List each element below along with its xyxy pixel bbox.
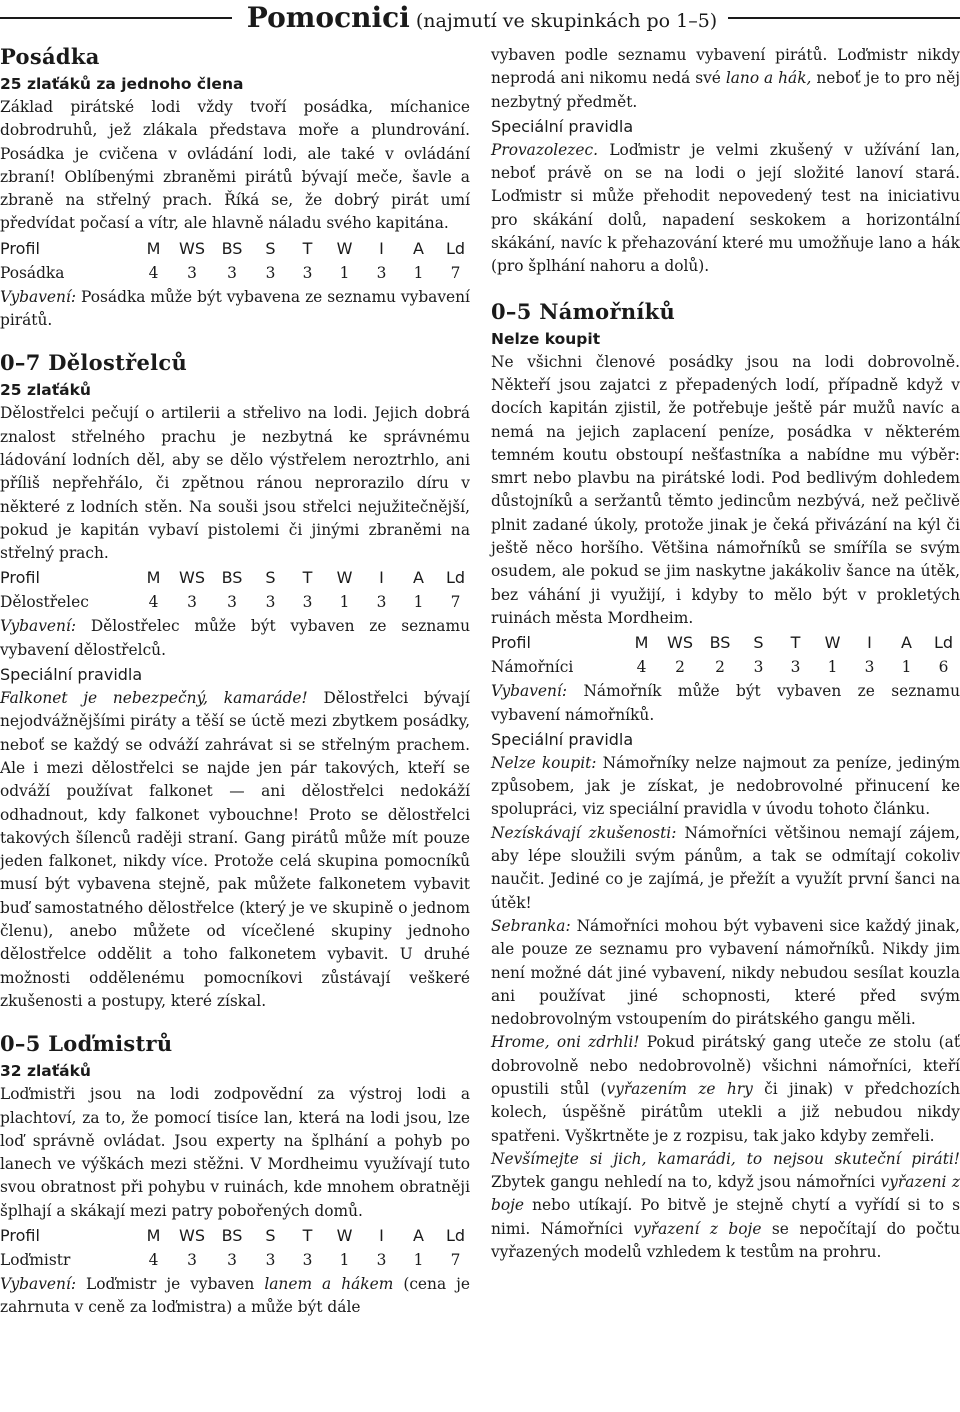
lodmistri-equipment-part1: Vybavení: Loďmistr je vybaven lanem a hákem (cena je zahrnuta v ceně za loďmistra) a může být dále — [0, 1274, 470, 1317]
profile-header-row: Profil M WS BS S T W I A Ld — [491, 633, 954, 653]
delostrelci-special-rules-heading: Speciální pravidla — [0, 665, 143, 685]
posadka-cost: 25 zlaťáků za jednoho člena — [0, 75, 244, 93]
lodmistri-equipment-part2: vybaven podle seznamu vybavení pirátů. Loďmistr nikdy neprodá ani nikomu nedá své lano a hák, neboť je to pro něj nezbytný předmět. — [491, 46, 960, 111]
lodmistri-special-rules-heading: Speciální pravidla — [491, 116, 634, 136]
lodmistri-equipment-tail: vybaven podle seznamu vybavení pirátů. Loďmistr nikdy neprodá ani nikomu nedá své — [491, 46, 960, 88]
page-title: Pomocnici (najmutí ve skupinkách po 1–5) — [246, 1, 718, 34]
namornici-special-rules-heading: Speciální pravidla — [491, 729, 634, 749]
lodmistri-stats-row: Loďmistr 4 3 3 3 3 1 3 1 7 — [0, 1250, 461, 1269]
delostrelci-cost: 25 zlaťáků — [0, 381, 91, 400]
namornici-rule: Nelze koupit: Námořníky nelze najmout za peníze, jediným způsobem, jak je získat, je nedobrovolné přinucení ke spolupráci, viz speciální pravidla v úvodu tohoto článku. — [491, 753, 960, 819]
posadka-equipment: Vybavení: Posádka může být vybavena ze seznamu vybavení pirátů. — [0, 287, 470, 330]
namornici-equipment: Vybavení: Námořník může být vybaven ze seznamu vybavení námořníků. — [491, 682, 960, 724]
right-column — [491, 44, 960, 1264]
namornici-rule-nevsimejte: Nevšímejte si jich, kamarádi, to nejsou skuteční piráti! Zbytek gangu nehledí na to, když jsou námořníci vyřazeni z boje nebo utíkají. Po bitvě je stejně chytí a vyřídí si to s nimi. Námořníci vyřazení z boje se nepočítají do počtu vyřazených modelů vzhledem k testům na prohru. — [491, 1149, 960, 1262]
namornici-title: 0–5 Námořníků — [491, 298, 676, 324]
header-rule-right — [728, 17, 960, 19]
posadka-description: Základ pirátské lodi vždy tvoří posádka, míchanice dobrodruhů, jež zlákala představa moře a plundrování. Posádka je cvičena v ovládání lodi, ale také v ovládání zbraní! Oblíbenými zbraněmi pirátů bývají meče, šavle a zbraně na střelný prach. Říká se, že dobrý pirát umí předvídat počasí a vítr, ale hlavně náladu svého kapitána. — [0, 98, 470, 233]
namornici-rule: Sebranka: Námořníci mohou být vybaveni sice každý jinak, ale pouze ze seznamu pro vybavení námořníků. Nikdy jim není možné dát jiné vybavení, nikdy nebudou sesílat kouzla ani používat jiné schopnosti, které před svým nedobrovolným vstoupením do pirátského gangu měli. — [491, 916, 960, 1029]
left-column — [0, 44, 470, 1320]
profile-header-row: Profil M WS BS S T W I A Ld — [0, 568, 466, 588]
namornici-rule-hrome: Hrome, oni zdrhli! Pokud pirátský gang uteče ze stolu (ať dobrovolně nebo nedobrovolně) všichni námořníci, kteří opustili stůl (vyřazením ze hry či jinak) v předchozích kolech, úspěšně pirátům utekli a již nebudou nikdy spatřeni. Vyškrtněte je z rozpisu, tak jako kdyby zemřeli. — [491, 1033, 960, 1145]
delostrelci-description: Dělostřelci pečují o artilerii a střelivo na lodi. Jejich dobrá znalost střelného prachu je nezbytná ke správnému ládování lodních děl, aby se dělo výstřelem neroztrhlo, ani příliš nepřehřálo, či zpětnou ránou neprorazilo díru v některé z lodních stěn. Na souši jsou střelci nejužitečnější, pokud je kapitán vybaví pistolemi či jinými zbraněmi na střelný prach. — [0, 404, 470, 563]
namornici-description: Ne všichni členové posádky jsou na lodi dobrovolně. Někteří jsou zajatci z přepadených lodí, případně když v docích kapitán zjistil, že potřebuje ještě pár mužů navíc a nemá na jejich zaplacení peníze, posádka v některém temném koutu obstoupí nešťastníka a nabídne mu výběr: smrt nebo plavbu na pirátské lodi. Pod bedlivým dohledem důstojníků a seržantů těmto jedincům nezbývá, než pečlivě plnit zadané úkoly, protože jinak je čeká přivázání na kýl či ještě něco horšího. Většina námořníků se smíříla se svým osudem, ale pokud se jim naskytne jakákoliv šance na útěk, bez váhání ji využijí, i kdyby to mělo být v prokletých ruinách města Mordheim. — [491, 352, 960, 627]
profile-header-row: Profil M WS BS S T W I A Ld — [0, 1225, 466, 1245]
namornici-rule: Nezískávají zkušenosti: Námořníci většinou nemají zájem, aby lépe sloužili svým pánům, a tak se odmítají cokoliv naučit. Jediné co je zajímá, je přežít a využít první šanci na útěk! — [491, 823, 960, 912]
lodmistri-description: Loďmistři jsou na lodi zodpovědní za výstroj lodi a plachtoví, za to, že pomocí tisíce lan, která na lodi jsou, lze loď správně ovládat. Jsou experty na šplhání a pohyb po lanech ve výškách mezi stěžni. V Mordheimu využívají tuto svou obratnost při pohybu v ruinách, kde mnohem obratněji šplhají a skákají mezi patry pobořených domů. — [0, 1085, 470, 1220]
delostrelci-title: 0–7 Dělostřelců — [0, 350, 188, 376]
page-subtitle: (najmutí ve skupinkách po 1–5) — [415, 10, 718, 32]
header-rule-left — [0, 17, 232, 19]
profile-header-row: Profil M WS BS S T W I A Ld — [0, 238, 466, 258]
posadka-stats-row: Posádka 4 3 3 3 3 1 3 1 7 — [0, 263, 461, 282]
page-header — [0, 0, 960, 40]
lodmistri-rule-provazolezec: Provazolezec. Loďmistr je velmi zkušený v užívání lan, neboť právě on se na lodi o její složité lanoví stará. Loďmistr si může přehodit nepovedený test na iniciativu pro skákání dolů, napadení seskokem a horizontální skákání, navíc k přehazování které mu umožňuje lano a hák (pro šplhání nahoru a dolů). — [491, 140, 960, 276]
namornici-cost: Nelze koupit — [491, 329, 601, 348]
posadka-title: Posádka — [0, 44, 100, 69]
lodmistri-equipment-cont: (cena je zahrnuta v ceně za loďmistra) a může být dále — [0, 1274, 470, 1317]
lodmistri-cost: 32 zlaťáků — [0, 1062, 91, 1081]
namornici-stats-row: Námořníci 4 2 2 3 3 1 3 1 6 — [491, 658, 949, 677]
lodmistri-title: 0–5 Loďmistrů — [0, 1031, 173, 1057]
delostrelci-stats-row: Dělostřelec 4 3 3 3 3 1 3 1 7 — [0, 593, 461, 612]
delostrelci-equipment: Vybavení: Dělostřelec může být vybaven ze seznamu vybavení dělostřelců. — [0, 617, 470, 659]
delostrelci-rule-falkonet: Falkonet je nebezpečný, kamaráde! Dělostřelci bývají nejodvážnějšími piráty a těší se úctě mezi zbytkem posádky, neboť se každý se odváží zahrávat si se střelným prachem. Ale i mezi dělostřelci se najde jen pár takových, kteří se odváží používat falkonet — ani dělostřelci nedokáží odhadnout, kdy falkonet vybouchne! Proto se dělostřelci takových šílenců raději straní. Gang pirátů může mít pouze jeden falkonet, nikdy více. Protože celá skupina pomocníků musí být vybavena stejně, pak můžete falkonetem vybavit buď samostatného dělostřelce (který je ve skupině o jednom členu), anebo můžete od vícečlené skupiny jednoho dělostřelce oddělit a toho falkonetem vybavit. U druhé možnosti oddělenému pomocníkovi zůstávají veškeré zkušenosti a postupy, které získal. — [0, 689, 470, 1010]
